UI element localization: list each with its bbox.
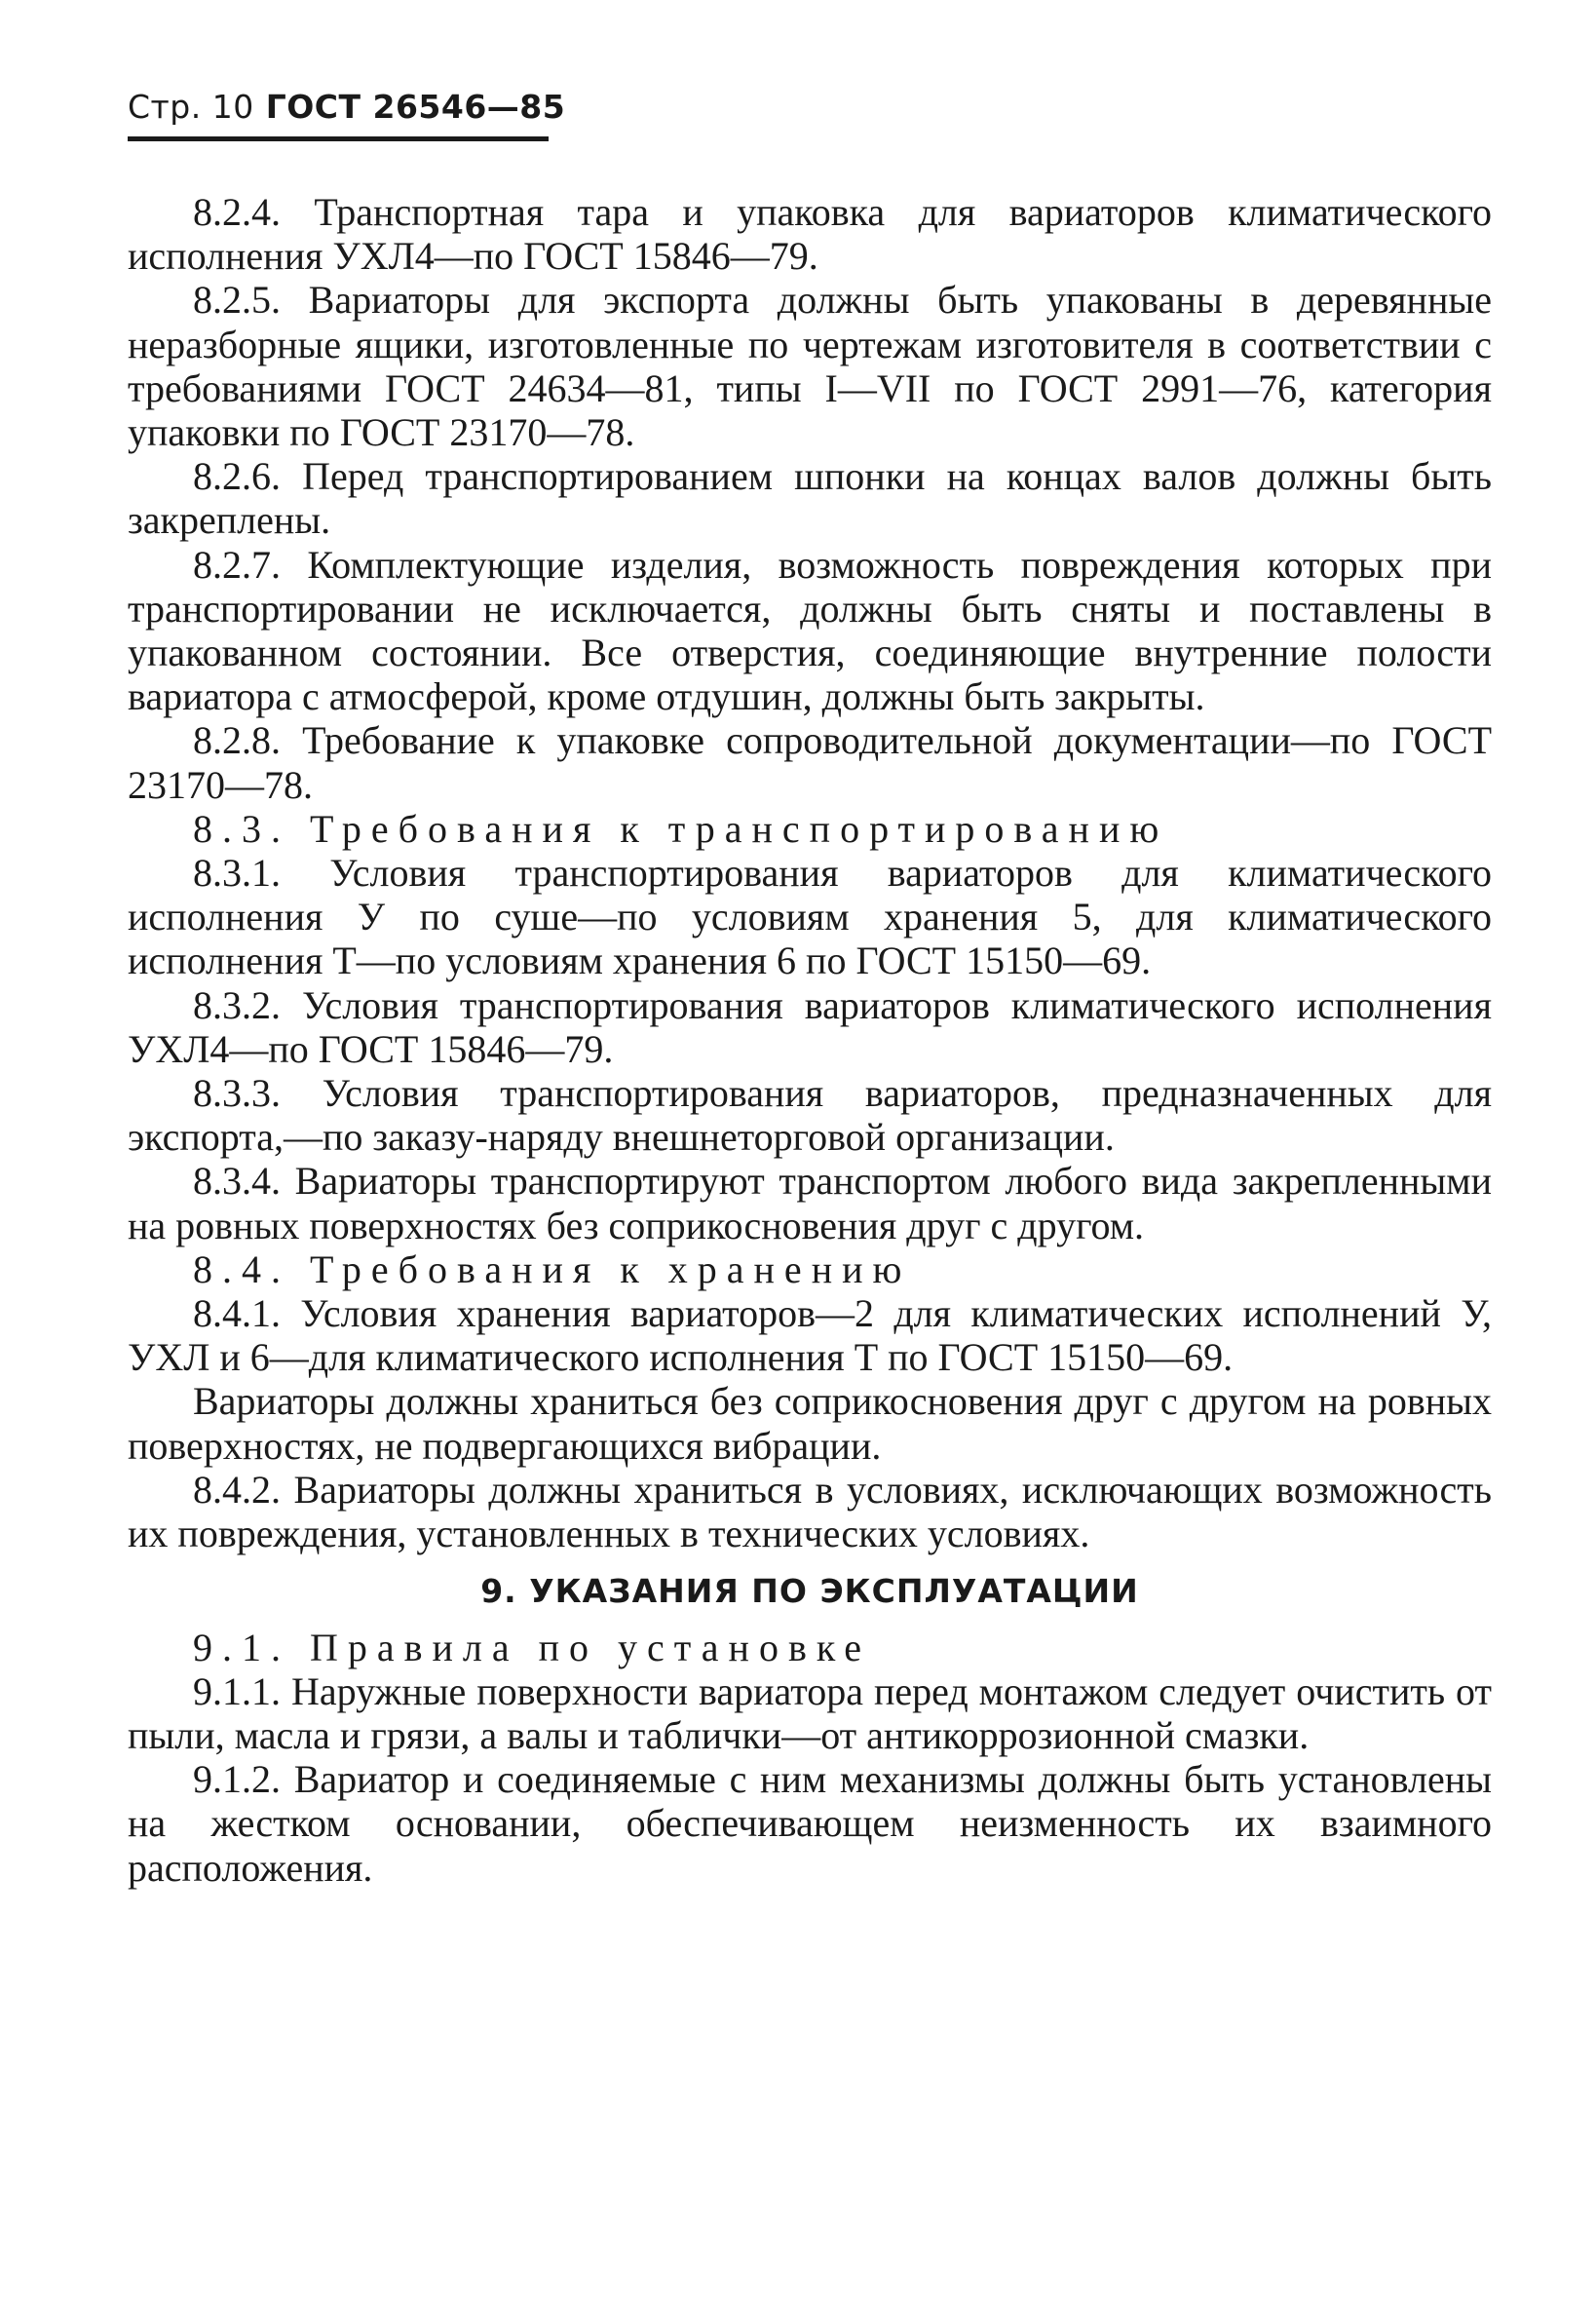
- header-rule: [128, 136, 549, 141]
- paragraph-8-2-7: 8.2.7. Комплектующие изделия, возможность повреждения которых при транспортировании не исключается, должны быть сняты и поставлены в упакованном состоянии. Все отверстия, соединяющие внутренние полости вариатора с атмосферой, кроме отдушин, должны быть закрыты.: [128, 542, 1492, 719]
- paragraph-8-4-1: 8.4.1. Условия хранения вариаторов—2 для климатических исполнений У, УХЛ и 6—для климатического исполнения Т по ГОСТ 15150—69.: [128, 1291, 1492, 1380]
- paragraph-8-2-8: 8.2.8. Требование к упаковке сопроводительной документации—по ГОСТ 23170—78.: [128, 718, 1492, 807]
- page-header: [128, 88, 566, 126]
- paragraph-8-3-3: 8.3.3. Условия транспортирования вариаторов, предназначенных для экспорта,—по заказу-наряду внешнеторговой организации.: [128, 1071, 1492, 1160]
- paragraph-8-2-4: 8.2.4. Транспортная тара и упаковка для вариаторов климатического исполнения УХЛ4—по ГОСТ 15846—79.: [128, 190, 1492, 279]
- paragraph-8-4-1-storage: Вариаторы должны храниться без соприкосновения друг с другом на ровных поверхностях, не подвергающихся вибрации.: [128, 1379, 1492, 1468]
- subheading-8-3: 8.3. Требования к транспортированию: [193, 806, 1169, 851]
- paragraph-8-3-2: 8.3.2. Условия транспортирования вариаторов климатического исполнения УХЛ4—по ГОСТ 15846—79.: [128, 982, 1492, 1071]
- subheading-8-4: 8.4. Требования к хранению: [193, 1246, 912, 1291]
- paragraph-8-3-1: 8.3.1. Условия транспортирования вариаторов для климатического исполнения У по суше—по условиям хранения 5, для климатического исполнения Т—по условиям хранения 6 по ГОСТ 15150—69.: [128, 851, 1492, 983]
- section-heading-9: 9. УКАЗАНИЯ ПО ЭКСПЛУАТАЦИИ: [480, 1572, 1139, 1611]
- paragraph-9-1-1: 9.1.1. Наружные поверхности вариатора перед монтажом следует очистить от пыли, масла и грязи, а валы и таблички—от антикоррозионной смазки.: [128, 1668, 1492, 1757]
- document-body: [128, 190, 1492, 1890]
- paragraph-8-2-5: 8.2.5. Вариаторы для экспорта должны быть упакованы в деревянные неразборные ящики, изготовленные по чертежам изготовителя в соответствии с требованиями ГОСТ 24634—81, типы I—VII по ГОСТ 2991—76, категория упаковки по ГОСТ 23170—78.: [128, 278, 1492, 455]
- page-number: Стр. 10: [128, 88, 254, 126]
- subheading-9-1: 9.1. Правила по установке: [193, 1625, 872, 1669]
- paragraph-9-1-2: 9.1.2. Вариатор и соединяемые с ним механизмы должны быть установлены на жестком основании, обеспечивающем неизменность их взаимного расположения.: [128, 1757, 1492, 1890]
- paragraph-8-2-6: 8.2.6. Перед транспортированием шпонки на концах валов должны быть закреплены.: [128, 454, 1492, 543]
- standard-code: ГОСТ 26546—85: [265, 88, 566, 126]
- paragraph-8-3-4: 8.3.4. Вариаторы транспортируют транспортом любого вида закрепленными на ровных поверхностях без соприкосновения друг с другом.: [128, 1159, 1492, 1247]
- paragraph-8-4-2: 8.4.2. Вариаторы должны храниться в условиях, исключающих возможность их повреждения, установленных в технических условиях.: [128, 1467, 1492, 1556]
